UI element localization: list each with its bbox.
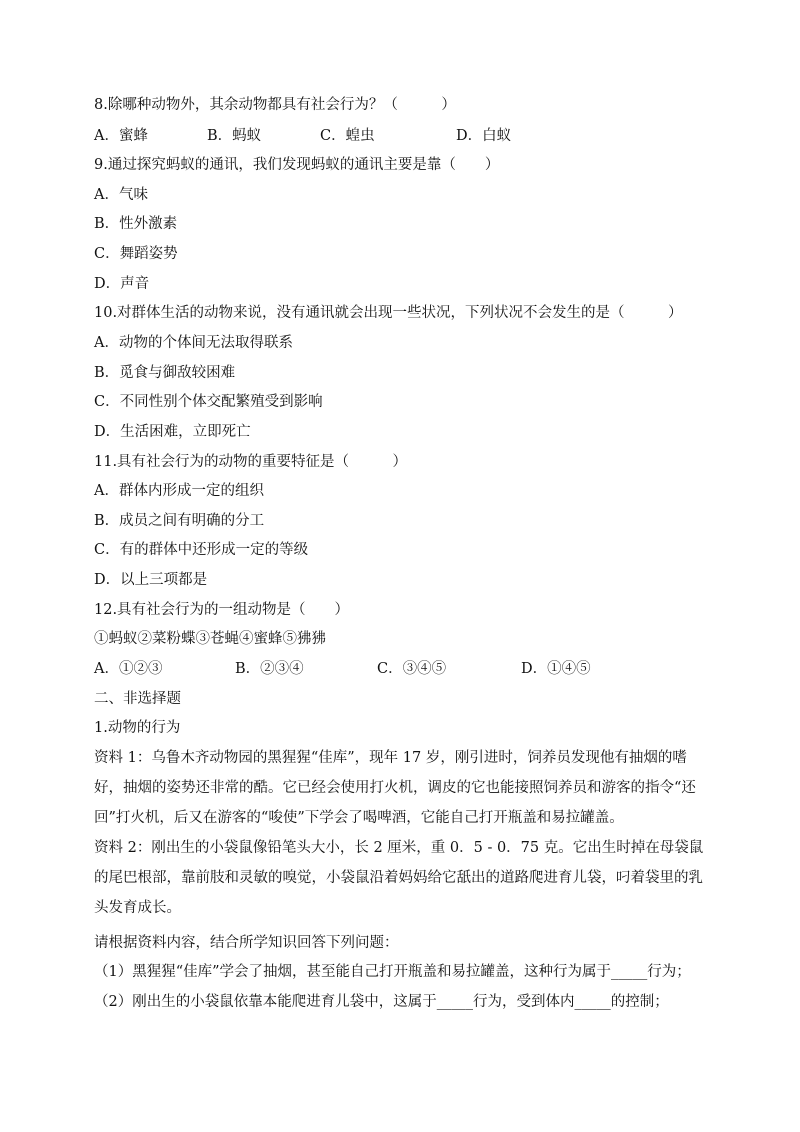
q8-option-c: C．蝗虫 bbox=[320, 128, 375, 144]
q10-option-d: D．生活困难，立即死亡 bbox=[94, 424, 251, 440]
q9-option-a: A．气味 bbox=[94, 187, 148, 203]
question-1-title: 1.动物的行为 bbox=[94, 720, 181, 736]
q11-option-c: C．有的群体中还形成一定的等级 bbox=[94, 542, 309, 558]
q12-option-c: C．③④⑤ bbox=[377, 661, 447, 677]
q12-option-b: B．②③④ bbox=[235, 661, 304, 677]
q9-option-d: D．声音 bbox=[94, 276, 150, 292]
question-8-stem: 8.除哪种动物外，其余动物都具有社会行为？（ ） bbox=[94, 97, 456, 113]
sub-question-2: （2）刚出生的小袋鼠依靠本能爬进育儿袋中，这属于_____行为，受到体内_____的控制； bbox=[94, 994, 669, 1010]
q11-option-a: A．群体内形成一定的组织 bbox=[94, 483, 264, 499]
q10-option-b: B．觅食与御敌较困难 bbox=[94, 365, 236, 381]
q9-option-c: C．舞蹈姿势 bbox=[94, 246, 178, 262]
q10-option-a: A．动物的个体间无法取得联系 bbox=[94, 335, 293, 351]
question-12-stem: 12.具有社会行为的一组动物是（ ） bbox=[94, 602, 350, 618]
q11-option-b: B．成员之间有明确的分工 bbox=[94, 513, 265, 529]
q12-items: ①蚂蚁②菜粉蝶③苍蝇④蜜蜂⑤狒狒 bbox=[94, 631, 326, 647]
instruction: 请根据资料内容，结合所学知识回答下列问题： bbox=[94, 935, 399, 951]
material-1: 资料 1：乌鲁木齐动物园的黑猩猩“佳库”，现年 17 岁，刚引进时，饲养员发现他有抽烟的嗜好，抽烟的姿势还非常的酷。它已经会使用打火机，调皮的它也能接照饲养员和游客的指令“还回”打火机，后又在游客的“唆使”下学会了喝啤酒，它能自己打开瓶盖和易拉罐盖。 bbox=[94, 750, 696, 826]
section-heading: 二、非选择题 bbox=[94, 691, 181, 707]
sub-question-1: （1）黑猩猩“佳库”学会了抽烟，甚至能自己打开瓶盖和易拉罐盖，这种行为属于_____行为； bbox=[94, 964, 691, 980]
material-2: 资料 2：刚出生的小袋鼠像铅笔头大小，长 2 厘米，重 0．5 - 0．75 克。它出生时掉在母袋鼠的尾巴根部，靠前肢和灵敏的嗅觉，小袋鼠沿着妈妈给它舐出的道路爬进育儿袋，叼着袋里的乳头发育成长。 bbox=[94, 840, 704, 916]
q8-option-b: B．蚂蚁 bbox=[207, 128, 262, 144]
q10-option-c: C．不同性别个体交配繁殖受到影响 bbox=[94, 394, 323, 410]
q8-option-a: A．蜜蜂 bbox=[94, 128, 148, 144]
question-11-stem: 11.具有社会行为的动物的重要特征是（ ） bbox=[94, 454, 408, 470]
q12-option-d: D．①④⑤ bbox=[521, 661, 591, 677]
q12-option-a: A．①②③ bbox=[94, 661, 163, 677]
question-10-stem: 10.对群体生活的动物来说，没有通讯就会出现一些状况，下列状况不会发生的是（ ） bbox=[94, 305, 683, 321]
q11-option-d: D．以上三项都是 bbox=[94, 572, 208, 588]
q9-option-b: B．性外激素 bbox=[94, 216, 178, 232]
question-9-stem: 9.通过探究蚂蚁的通讯，我们发现蚂蚁的通讯主要是靠（ ） bbox=[94, 157, 500, 173]
q8-option-d: D．白蚁 bbox=[456, 128, 512, 144]
